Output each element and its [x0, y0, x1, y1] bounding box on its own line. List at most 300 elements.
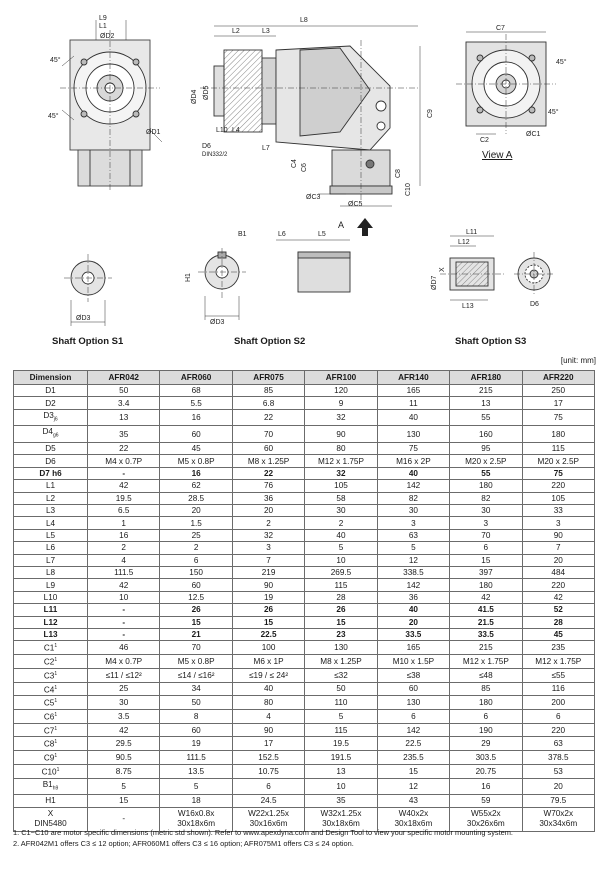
value-cell: 9: [305, 397, 377, 409]
value-cell: 235: [522, 641, 594, 655]
value-cell: 130: [305, 641, 377, 655]
spline-line: 30x18x6m: [394, 819, 433, 829]
value-cell: 25: [160, 529, 232, 541]
value-cell: ≤55: [522, 668, 594, 682]
value-cell: 7: [232, 554, 304, 566]
technical-drawings: [0, 0, 608, 372]
value-cell: 16: [160, 467, 232, 479]
dimension-cell: [14, 591, 88, 603]
value-cell: 95: [450, 443, 522, 455]
value-cell: 5.5: [160, 397, 232, 409]
value-cell: 269.5: [305, 566, 377, 578]
value-cell: 115: [305, 723, 377, 737]
dimension-label: L1: [45, 481, 56, 491]
dimension-label: C3: [43, 671, 55, 681]
value-cell: 1.5: [160, 517, 232, 529]
value-cell: 115: [305, 579, 377, 591]
value-cell: 13.5: [160, 764, 232, 778]
label-s3-d6: D6: [530, 301, 539, 308]
dimension-cell: [14, 397, 88, 409]
footnote-marker: 1: [54, 711, 58, 718]
value-cell: 90: [522, 529, 594, 541]
value-cell: 111.5: [160, 751, 232, 765]
value-cell: 90.5: [88, 751, 160, 765]
value-cell: 40: [377, 467, 449, 479]
spline-line: W32x1.25x: [320, 809, 362, 819]
value-cell: 22.5: [232, 628, 304, 640]
value-cell: 42: [450, 591, 522, 603]
value-cell: 20: [232, 505, 304, 517]
value-cell: 23: [305, 628, 377, 640]
label-l1: L1: [99, 23, 107, 30]
value-cell: 75: [522, 467, 594, 479]
value-cell: 8: [160, 709, 232, 723]
table-row: [14, 542, 595, 554]
value-cell: 63: [377, 529, 449, 541]
dimension-table: [13, 370, 595, 832]
footnote-marker: 1: [54, 698, 58, 705]
value-cell: 76: [232, 480, 304, 492]
dimension-cell: [14, 467, 88, 479]
value-cell: 55: [450, 409, 522, 426]
dimension-cell: [14, 709, 88, 723]
footnotes: [13, 827, 598, 849]
value-cell: 28: [305, 591, 377, 603]
dimension-label: L5: [45, 530, 56, 540]
dimension-label: L4: [45, 518, 56, 528]
table-row: [14, 604, 595, 616]
spline-line: W70x2x: [543, 809, 574, 819]
spline-line: 30x26x6m: [466, 819, 505, 829]
value-cell: -: [88, 628, 160, 640]
dimension-cell: [14, 529, 88, 541]
dimension-label: C9: [43, 753, 55, 763]
dimension-cell: [14, 505, 88, 517]
value-cell: 120: [305, 385, 377, 397]
dimension-label: L3: [45, 506, 56, 516]
value-cell: 303.5: [450, 751, 522, 765]
value-cell: 15: [88, 795, 160, 807]
dimension-cell: [14, 655, 88, 669]
value-cell: M5 x 0.8P: [160, 455, 232, 467]
dimension-label: L11: [43, 605, 58, 615]
label-c5: ØC5: [348, 201, 363, 208]
value-cell: 90: [305, 426, 377, 443]
dimension-cell: [14, 455, 88, 467]
value-cell: 250: [522, 385, 594, 397]
value-cell: 16: [450, 778, 522, 795]
label-din332: DIN332/2: [202, 152, 228, 158]
table-row: [14, 566, 595, 578]
value-cell: M12 x 1.75P: [305, 455, 377, 467]
value-cell: 30: [88, 696, 160, 710]
value-cell: 6: [450, 542, 522, 554]
label-c7: C7: [496, 25, 505, 32]
label-s3-d7: ØD7: [431, 275, 438, 290]
value-cell: 60: [377, 682, 449, 696]
dimension-cell: [14, 480, 88, 492]
label-s3-l11: L11: [466, 229, 478, 236]
dimension-label: L7: [45, 555, 56, 565]
value-cell: 29: [450, 737, 522, 751]
value-cell: M12 x 1.75P: [522, 655, 594, 669]
label-l7: L7: [262, 145, 270, 152]
dimension-label: D6: [45, 456, 56, 466]
value-cell: 45: [522, 628, 594, 640]
value-cell: M16 x 2P: [377, 455, 449, 467]
value-cell: 220: [522, 723, 594, 737]
value-cell: 36: [232, 492, 304, 504]
value-cell: 12: [377, 778, 449, 795]
dimension-cell: [14, 723, 88, 737]
value-cell: 18: [160, 795, 232, 807]
value-cell: 45: [160, 443, 232, 455]
value-cell: 2: [88, 542, 160, 554]
value-cell: 152.5: [232, 751, 304, 765]
dimension-label: L10: [43, 592, 58, 602]
value-cell: 42: [88, 480, 160, 492]
table-row: [14, 505, 595, 517]
value-cell: 180: [522, 426, 594, 443]
value-cell: 28: [522, 616, 594, 628]
table-row: [14, 616, 595, 628]
label-s2-b1: B1: [238, 231, 247, 238]
dimension-cell: [14, 778, 88, 795]
footnote-marker: 1: [54, 684, 58, 691]
value-cell: 80: [305, 443, 377, 455]
value-cell: 40: [377, 604, 449, 616]
dimension-cell: [14, 426, 88, 443]
dimension-label: H1: [45, 796, 56, 806]
dimension-cell: [14, 696, 88, 710]
label-d5: ØD5: [203, 85, 210, 100]
dimension-label: C2: [43, 657, 55, 667]
dimension-label: L13: [43, 630, 58, 640]
dimension-label: L8: [45, 568, 56, 578]
front-view: [60, 20, 162, 190]
value-cell: 85: [232, 385, 304, 397]
table-row: [14, 455, 595, 467]
spline-line: W22x1.25x: [248, 809, 290, 819]
value-cell: 15: [305, 616, 377, 628]
label-c9: C9: [427, 109, 434, 118]
value-cell: 82: [377, 492, 449, 504]
value-cell: 24.5: [232, 795, 304, 807]
value-cell: -: [88, 604, 160, 616]
table-row: [14, 443, 595, 455]
label-l8: L8: [300, 17, 308, 24]
table-row: [14, 492, 595, 504]
label-c10: C10: [405, 183, 412, 196]
label-l2: L2: [232, 28, 240, 35]
label-l4: L4: [232, 127, 240, 134]
tolerance-label: j6: [53, 416, 58, 423]
value-cell: 34: [160, 682, 232, 696]
table-row: [14, 409, 595, 426]
footnote-marker: 1: [54, 739, 58, 746]
value-cell: M4 x 0.7P: [88, 455, 160, 467]
value-cell: 191.5: [305, 751, 377, 765]
value-cell: 6: [232, 778, 304, 795]
value-cell: 59: [450, 795, 522, 807]
value-cell: 53: [522, 764, 594, 778]
value-cell: M8 x 1.25P: [232, 455, 304, 467]
table-row: [14, 764, 595, 778]
dimension-cell: [14, 795, 88, 807]
value-cell: 63: [522, 737, 594, 751]
value-cell: 180: [450, 696, 522, 710]
value-cell: 6.8: [232, 397, 304, 409]
dimension-label: C10: [41, 767, 57, 777]
value-cell: 219: [232, 566, 304, 578]
table-row: [14, 723, 595, 737]
tolerance-label: h9: [52, 785, 59, 792]
table-row: [14, 668, 595, 682]
table-row: [14, 385, 595, 397]
value-cell: 111.5: [88, 566, 160, 578]
shaft-s2: [198, 240, 350, 320]
value-cell: M10 x 1.5P: [377, 655, 449, 669]
value-cell: 58: [305, 492, 377, 504]
footnote-1: 1. C1~C10 are motor specific dimensions (metric std shown). Refer to www.apexdyna.com and Design Tool to view your specific motor mounting system.: [13, 828, 513, 837]
table-header-row: [14, 371, 595, 385]
dimension-cell: [14, 641, 88, 655]
dimension-cell: [14, 517, 88, 529]
value-cell: 200: [522, 696, 594, 710]
spline-line: 30x18x6m: [177, 819, 216, 829]
label-s2-d3: ØD3: [210, 319, 225, 326]
dimension-label: D7 h6: [39, 469, 62, 479]
value-cell: 90: [232, 579, 304, 591]
spline-line: W40x2x: [398, 809, 429, 819]
value-cell: 6: [522, 709, 594, 723]
label-c6: C6: [301, 163, 308, 172]
value-cell: 85: [450, 682, 522, 696]
label-s1-d3: ØD3: [76, 315, 91, 322]
value-cell: 165: [377, 385, 449, 397]
value-cell: ≤48: [450, 668, 522, 682]
value-cell: 21.5: [450, 616, 522, 628]
value-cell: 22: [232, 467, 304, 479]
value-cell: 215: [450, 385, 522, 397]
value-cell: 2: [160, 542, 232, 554]
value-cell: 26: [232, 604, 304, 616]
label-l9: L9: [99, 15, 107, 22]
value-cell: 378.5: [522, 751, 594, 765]
label-l3: L3: [262, 28, 270, 35]
value-cell: 43: [377, 795, 449, 807]
value-cell: M20 x 2.5P: [522, 455, 594, 467]
table-row: [14, 591, 595, 603]
spline-line: 30x18x6m: [322, 819, 360, 829]
value-cell: 3: [377, 517, 449, 529]
dimension-label: L12: [43, 617, 58, 627]
label-s3-l13: L13: [462, 303, 474, 310]
label-s3-l12: L12: [458, 239, 470, 246]
dimension-cell: [14, 566, 88, 578]
value-cell: 21: [160, 628, 232, 640]
table-row: [14, 682, 595, 696]
dimension-cell: [14, 604, 88, 616]
dimension-cell: [14, 385, 88, 397]
table-row: [14, 517, 595, 529]
dimension-label: DIN5480: [34, 819, 67, 829]
dimension-cell: [14, 443, 88, 455]
value-cell: 50: [305, 682, 377, 696]
value-cell: 32: [232, 529, 304, 541]
footnote-marker: 1: [54, 643, 58, 650]
value-cell: ≤38: [377, 668, 449, 682]
value-cell: 79.5: [522, 795, 594, 807]
dimension-cell: [14, 554, 88, 566]
value-cell: 40: [232, 682, 304, 696]
value-cell: M4 x 0.7P: [88, 655, 160, 669]
label-l10: L10: [216, 127, 228, 134]
value-cell: 70: [450, 529, 522, 541]
value-cell: 17: [522, 397, 594, 409]
value-cell: 19: [232, 591, 304, 603]
dimension-label: C8: [43, 740, 55, 750]
value-cell: M6 x 1P: [232, 655, 304, 669]
table-row: [14, 655, 595, 669]
spline-line: -: [122, 814, 126, 824]
value-cell: 20: [522, 554, 594, 566]
label-c2: C2: [480, 137, 489, 144]
value-cell: 15: [160, 616, 232, 628]
value-cell: 142: [377, 723, 449, 737]
value-cell: 90: [232, 723, 304, 737]
label-c1: ØC1: [526, 131, 541, 138]
dimension-cell: [14, 764, 88, 778]
dimension-cell: [14, 409, 88, 426]
dimension-cell: [14, 682, 88, 696]
value-cell: 20: [522, 778, 594, 795]
value-cell: 26: [305, 604, 377, 616]
value-cell: 22: [88, 443, 160, 455]
table-row: [14, 467, 595, 479]
table-row: [14, 709, 595, 723]
shaft-s1-caption: Shaft Option S1: [52, 336, 124, 347]
value-cell: 10: [305, 554, 377, 566]
value-cell: 142: [377, 579, 449, 591]
value-cell: 42: [522, 591, 594, 603]
table-row: [14, 751, 595, 765]
label-s2-l6: L6: [278, 231, 286, 238]
header-afr075: AFR075: [232, 371, 304, 385]
dimension-label: B1: [42, 779, 53, 789]
value-cell: 220: [522, 480, 594, 492]
dimension-cell: [14, 628, 88, 640]
dimension-label: C7: [43, 726, 55, 736]
value-cell: 5: [305, 709, 377, 723]
value-cell: -: [88, 616, 160, 628]
value-cell: 180: [450, 579, 522, 591]
shaft-s2-caption: Shaft Option S2: [234, 336, 306, 347]
header-afr140: AFR140: [377, 371, 449, 385]
dimension-label: D5: [45, 444, 56, 454]
dimension-cell: [14, 668, 88, 682]
value-cell: 30: [305, 505, 377, 517]
value-cell: 15: [377, 764, 449, 778]
value-cell: ≤32: [305, 668, 377, 682]
table-row: [14, 554, 595, 566]
value-cell: 130: [377, 426, 449, 443]
value-cell: 100: [232, 641, 304, 655]
value-cell: 220: [522, 579, 594, 591]
value-cell: 190: [450, 723, 522, 737]
value-cell: 10: [88, 591, 160, 603]
value-cell: 484: [522, 566, 594, 578]
value-cell: 50: [160, 696, 232, 710]
value-cell: 16: [160, 409, 232, 426]
value-cell: 235.5: [377, 751, 449, 765]
value-cell: 130: [377, 696, 449, 710]
value-cell: 41.5: [450, 604, 522, 616]
table-row: [14, 397, 595, 409]
label-45-a-bottom: 45°: [548, 109, 559, 116]
value-cell: 13: [450, 397, 522, 409]
spline-line: W55x2x: [471, 809, 501, 819]
dimension-label: C6: [43, 712, 55, 722]
dimension-cell: [14, 737, 88, 751]
dimension-label: C1: [43, 644, 55, 654]
value-cell: 3: [522, 517, 594, 529]
value-cell: 19: [160, 737, 232, 751]
dimension-cell: [14, 579, 88, 591]
value-cell: 25: [88, 682, 160, 696]
value-cell: 2: [305, 517, 377, 529]
dimension-label: D4: [42, 427, 53, 437]
dimension-label: C5: [43, 698, 55, 708]
dimension-label: D2: [45, 398, 56, 408]
label-s2-h1: H1: [185, 273, 192, 282]
value-cell: 12: [377, 554, 449, 566]
value-cell: 6: [377, 709, 449, 723]
label-c8: C8: [395, 169, 402, 178]
value-cell: 55: [450, 467, 522, 479]
footnote-marker: 1: [54, 725, 58, 732]
value-cell: 32: [305, 409, 377, 426]
dimension-label: D3: [43, 410, 54, 420]
unit-note: [unit: mm]: [560, 356, 596, 365]
dimension-cell: [14, 751, 88, 765]
value-cell: 105: [305, 480, 377, 492]
value-cell: -: [88, 467, 160, 479]
value-cell: 36: [377, 591, 449, 603]
value-cell: 110: [305, 696, 377, 710]
value-cell: 15: [232, 616, 304, 628]
label-c4: C4: [291, 159, 298, 168]
value-cell: 6: [450, 709, 522, 723]
value-cell: M12 x 1.75P: [450, 655, 522, 669]
value-cell: 20: [160, 505, 232, 517]
value-cell: M8 x 1.25P: [305, 655, 377, 669]
label-d1: ØD1: [146, 129, 161, 136]
value-cell: 42: [88, 723, 160, 737]
value-cell: 142: [377, 480, 449, 492]
value-cell: 32: [305, 467, 377, 479]
side-view: [200, 26, 420, 206]
dimension-cell: [14, 616, 88, 628]
value-cell: 5: [377, 542, 449, 554]
footnote-marker: 1: [56, 766, 60, 773]
value-cell: 3: [450, 517, 522, 529]
dimension-label: C4: [43, 685, 55, 695]
header-dimension: Dimension: [14, 371, 88, 385]
value-cell: 35: [305, 795, 377, 807]
value-cell: 52: [522, 604, 594, 616]
label-a: A: [338, 220, 345, 230]
